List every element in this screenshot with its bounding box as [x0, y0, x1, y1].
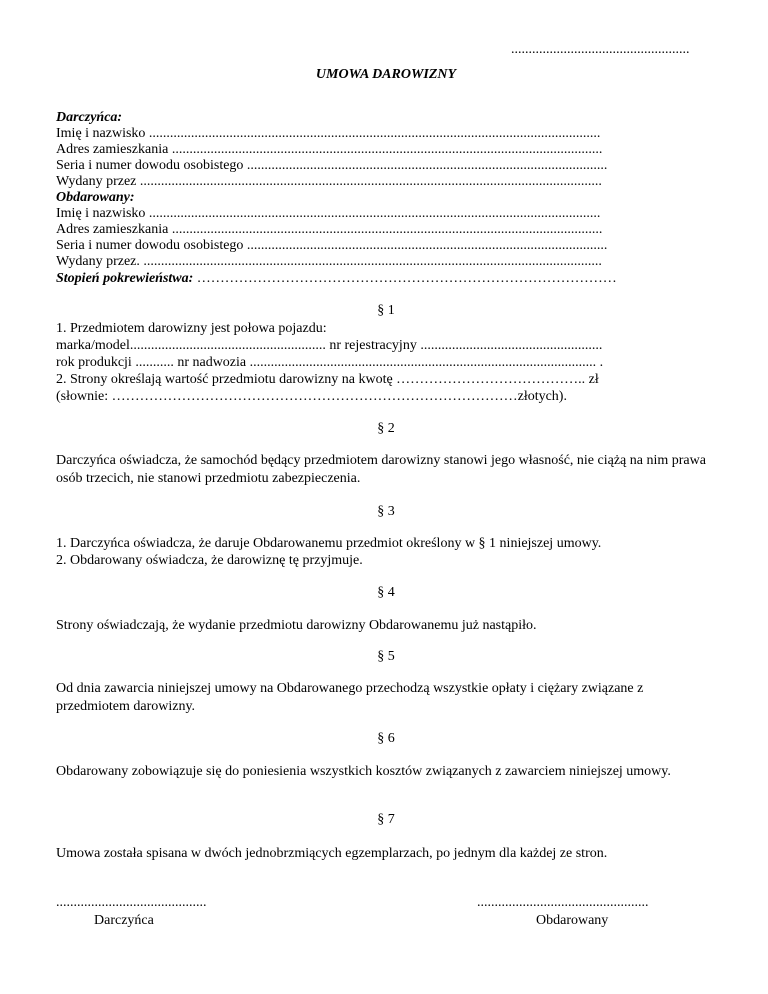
section-2-heading: § 2 [377, 421, 395, 436]
section-5-heading: § 5 [377, 649, 395, 664]
section-4-text: Strony oświadczają, że wydanie przedmiotu darowizny Obdarowanemu już nastąpiło. [56, 618, 537, 633]
document-title: UMOWA DAROWIZNY [315, 67, 457, 82]
section-1-line: (słownie: ……………………………………………………………………………złotych). [56, 389, 567, 404]
donor-name-field: Imię i nazwisko ................................................................................................................................. [56, 126, 601, 141]
section-2-text: Darczyńca oświadcza, że samochód będący przedmiotem darowizny stanowi jego własność, nie ciążą na nim prawa osób trzecich, nie stanowi przedmiotu zabezpieczenia. [56, 453, 706, 486]
date-place-line: ................................................... [511, 42, 690, 57]
section-5-text: Od dnia zawarcia niniejszej umowy na Obdarowanego przechodzą wszystkie opłaty i ciężary związane z przedmiotem darowizny. [56, 681, 644, 714]
recipient-issued-by-field: Wydany przez. ................................................................................................................................... [56, 254, 602, 269]
recipient-address-field: Adres zamieszkania ........................................................................................................................... [56, 222, 603, 237]
section-3-line: 2. Obdarowany oświadcza, że darowiznę tę przyjmuje. [56, 553, 363, 568]
kinship-field [56, 271, 617, 287]
section-3-line: 1. Darczyńca oświadcza, że daruje Obdarowanemu przedmiot określony w § 1 niniejszej umowy. [56, 536, 602, 551]
donor-address-field: Adres zamieszkania ........................................................................................................................... [56, 142, 603, 157]
section-1-line: 2. Strony określają wartość przedmiotu darowizny na kwotę ………………………………….. zł [56, 372, 599, 387]
recipient-heading: Obdarowany: [56, 190, 135, 205]
donor-id-field: Seria i numer dowodu osobistego ....................................................................................................... [56, 158, 608, 173]
section-1-line: marka/model........................................................ nr rejestracyjny .................................................... [56, 338, 603, 353]
recipient-id-field: Seria i numer dowodu osobistego ....................................................................................................... [56, 238, 608, 253]
section-6-heading: § 6 [377, 731, 395, 746]
donor-signature-label: Darczyńca [94, 913, 154, 928]
donor-signature-line: ........................................... [56, 895, 207, 910]
recipient-name-field: Imię i nazwisko ................................................................................................................................. [56, 206, 601, 221]
section-3-heading: § 3 [377, 504, 395, 519]
section-4-heading: § 4 [377, 585, 395, 600]
donor-heading: Darczyńca: [56, 110, 123, 125]
kinship-label: Stopień pokrewieństwa: [56, 271, 194, 286]
kinship-dots: ……………………………………………………………………………… [193, 271, 617, 286]
section-1-line: 1. Przedmiotem darowizny jest połowa pojazdu: [56, 321, 327, 336]
donor-issued-by-field: Wydany przez .................................................................................................................................... [56, 174, 602, 189]
section-1-line: rok produkcji ........... nr nadwozia ................................................................................................... . [56, 355, 604, 370]
recipient-signature-line: ................................................. [477, 895, 649, 910]
recipient-signature-label: Obdarowany [536, 913, 609, 928]
section-1-heading: § 1 [377, 303, 395, 318]
section-7-text: Umowa została spisana w dwóch jednobrzmiących egzemplarzach, po jednym dla każdej ze stron. [56, 846, 608, 861]
section-6-text: Obdarowany zobowiązuje się do poniesienia wszystkich kosztów związanych z zawarciem niniejszej umowy. [56, 764, 671, 779]
section-7-heading: § 7 [377, 812, 395, 827]
